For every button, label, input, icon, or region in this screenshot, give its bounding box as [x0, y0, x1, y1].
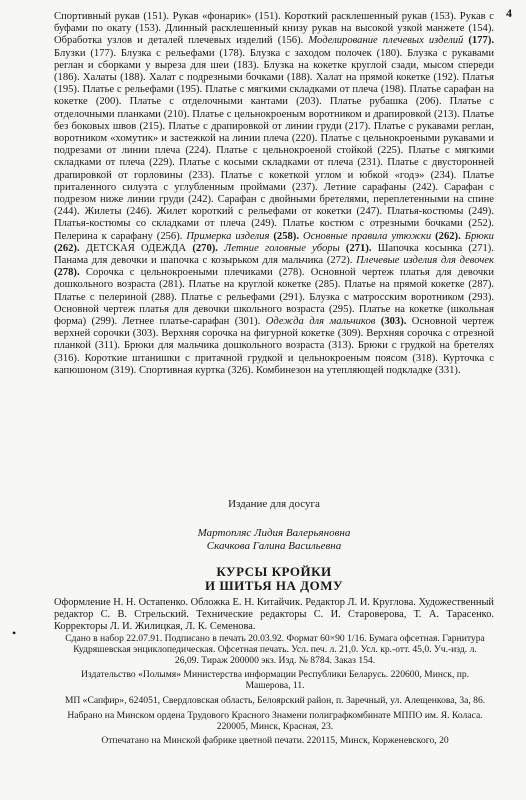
book-title: И ШИТЬЯ НА ДОМУ	[204, 578, 344, 593]
toc-segment: Блузки (177). Блузка с рельефами (178). Блузка с заходом полочек (180). Блузка с рукавами реглан и сборками у выреза для шеи (183). Блузка на кокетке круглой сзади, мысом спереди (186). Халаты (188). Халат с подрезными бочками (188). Халат на прямой кокетке (192). Платья (195). Платье с рельефами (195). Платье с мягкими складками от плеча (198). Платье сарафан на кокетке (200). Платье с отделочными кантами (203). Платье рубашка (206). Платье с отделочными планками (210). Платье с цельнокроеным воротником и драпировкой (213). Платье без боковых швов (215). Платье с драпировкой от линии груди (217). Платье с рукавами реглан, воротником «хомутик» и застежкой на линии плеча (220). Платье с цельнокроеными рукавами и подрезами от линии плеча (224). Платье с цельнокроеной стойкой (225). Платье с мягкими складками от плеча (229). Платье с косыми складками от плеча (231). Платье с двусторонней драпировкой от горловины (233). Платье с кокеткой углом и юбкой «годэ» (234). Платье приталенного силуэта с углубленным проймами (237). Летние сарафаны (242). Сарафан с подрезом ниже линии груди (242). Сарафан с двойными бретелями, переплетенными на спине (244). Жилеты (246). Жилет короткий с рельефами от кокетки (247). Платья-костюмы (249). Платья-костюмы со складками от плеча (249). Платье костюм с отрезными бочками (252). Пелерина к сарафану (256).	[54, 47, 494, 242]
partner-line: МП «Сапфир», 624051, Свердловская область, Белоярский район, п. Заречный, ул. Алещенкова, 3а, 86.	[64, 694, 486, 706]
toc-segment: (177).	[463, 35, 494, 47]
toc-segment: ДЕТСКАЯ ОДЕЖДА	[85, 242, 193, 254]
toc-segment: (270).	[192, 242, 225, 254]
toc-segment: (262).	[54, 242, 86, 254]
toc-segment: Основные правила утюжки	[302, 230, 432, 242]
author-name: Скачкова Галина Васильевна	[206, 540, 342, 552]
corner-mark: 4	[506, 6, 512, 20]
author-name: Мартопляс Лидия Валерьяновна	[197, 527, 351, 539]
toc-segment: Плечевые изделия для девочек	[356, 255, 494, 267]
book-title: КУРСЫ КРОЙКИ	[216, 564, 332, 579]
table-of-contents	[54, 11, 494, 377]
toc-segment: (303).	[375, 316, 412, 328]
toc-segment: (271).	[339, 242, 378, 254]
toc-segment: Моделирование плечевых изделий	[308, 35, 464, 47]
margin-dot: •	[12, 626, 17, 640]
toc-segment: Основной чертеж верхней сорочки (303). Верхняя сорочка на фигурной кокетке (309). Верхняя сорочка с отрезной планкой (311). Брюки для мальчика дошкольного возраста (313). Брюки с грудкой на бретелях (316). Короткие штанишки с притачной грудкой и цельнокроеным поясом (318). Курточка с капюшоном (319). Спортивная куртка (326). Комбинезон на утепляющей подкладке (331).	[54, 316, 494, 376]
toc-segment: Сорочка с цельнокроеными плечиками (278). Основной чертеж платья для девочки дошкольного возраста (281). Платье на круглой кокетке (285). Платье на прямой кокетке (287). Платье с пелериной (288). Платье с рельефами (291). Блузка с матросским воротником (293). Основной чертеж платья для девочки школьного возраста (295). Платье на кокетке (школьная форма) (299). Летнее платье-сарафан (301).	[54, 267, 494, 328]
toc-segment: (258).	[269, 230, 303, 242]
toc-segment: (278).	[54, 267, 86, 279]
toc-segment: Шапочка косынка (271). Панама для девочки и шапочка с козырьком для мальчика (272).	[54, 242, 494, 267]
credits-paragraph: Оформление Н. Н. Остапенко. Обложка Е. Н. Китайчик. Редактор Л. И. Круглова. Художественный редактор С. В. Стрельский. Технические редакторы С. И. Староверова, Т. А. Тарасенко. Корректоры Л. И. Жилицкая, Л. К. Семенова.	[54, 597, 494, 633]
toc-segment: Спортивный рукав (151). Рукав «фонарик» (151). Короткий расклешенный рукав (153). Рукав с буфами по окату (153). Длинный расклешенный книзу рукав на высокой узкой манжете (154). Обработка узлов и деталей плечевых изделий (156).	[54, 11, 494, 47]
edition-label: Издание для досуга	[228, 498, 320, 510]
toc-segment: Одежда для мальчиков	[265, 316, 376, 328]
printed-line: Отпечатано на Минской фабрике цветной печати. 220115, Минск, Корженевского, 20	[101, 735, 449, 747]
print-details: Сдано в набор 22.07.91. Подписано в печать 20.03.92. Формат 60×90 1/16. Бумага офсетная. Гарнитура Кудряшевская энциклопедическая. Офсетная печать. Усл. печ. л. 21,0. Усл. кр.-отт. 45,0. Уч.-изд. л. 26,09. Тираж 200000 экз. Изд. № 8784. Заказ 154.	[65, 633, 485, 666]
toc-segment: Летние головные уборы	[224, 242, 340, 254]
publication-info	[62, 634, 488, 751]
toc-segment: Брюки	[464, 230, 494, 242]
toc-segment: (262).	[431, 230, 465, 242]
typeset-line: Набрано на Минском ордена Трудового Красного Знамени полиграфкомбинате МППО им. Я. Коласа. 220005, Минск, Красная, 23.	[67, 709, 483, 732]
publisher-line: Издательство «Полымя» Министерства информации Республики Беларусь. 220600, Минск, пр. Машерова, 11.	[80, 669, 470, 692]
toc-segment: Примерка изделия	[186, 230, 270, 242]
